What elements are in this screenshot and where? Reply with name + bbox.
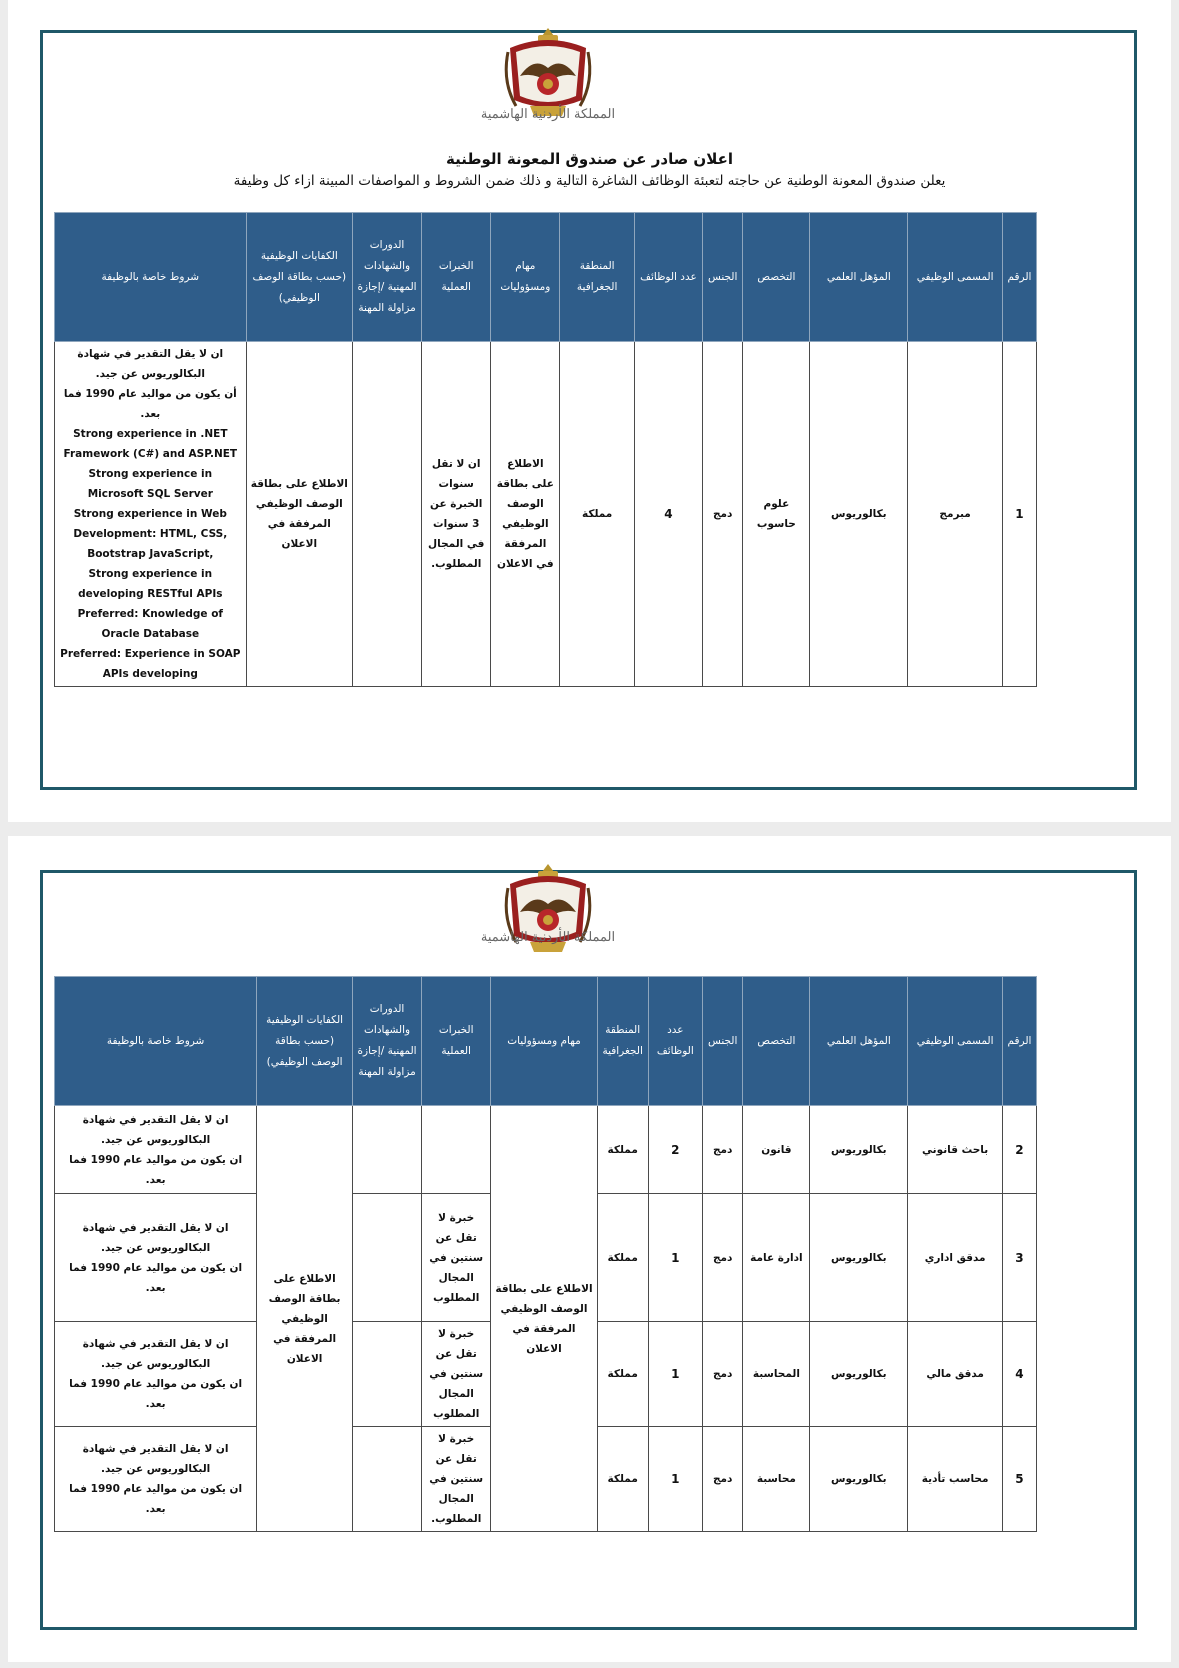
cell-experience: خبرة لا تقل عن سنتين في المجال المطلوب. (422, 1427, 491, 1532)
table-row (55, 1106, 1037, 1194)
cell-title: مبرمج (908, 342, 1003, 687)
cell-major: علوم حاسوب (743, 342, 810, 687)
cell-count: 2 (648, 1106, 702, 1194)
condition-line: ان يكون من مواليد عام 1990 فما بعد. (69, 1378, 243, 1410)
coat-of-arms-icon (500, 858, 596, 968)
header-region: المنطقة الجغرافية (597, 977, 648, 1106)
table-header-row (55, 977, 1037, 1106)
kingdom-name: المملكة الأردنية الهاشمية (480, 930, 616, 945)
cell-qualification: بكالوريوس (810, 1322, 908, 1427)
condition-line: Strong experience in developing RESTful APIs (78, 568, 223, 600)
condition-line: ان يكون من مواليد عام 1990 فما بعد. (69, 1153, 243, 1186)
header-tasks: مهام ومسؤوليات (491, 977, 597, 1106)
cell-count: 1 (648, 1427, 702, 1532)
cell-count: 1 (648, 1194, 702, 1322)
cell-qualification: بكالوريوس (810, 1106, 908, 1194)
cell-major: المحاسبة (743, 1322, 810, 1427)
header-qualification: المؤهل العلمي (810, 213, 908, 342)
cell-experience: خبرة لا تقل عن سنتين في المجال المطلوب (422, 1322, 491, 1427)
cell-conditions (55, 1322, 257, 1427)
cell-major: ادارة عامة (743, 1194, 810, 1322)
header-count: عدد الوظائف (634, 213, 702, 342)
cell-region: مملكة (597, 1194, 648, 1322)
header-conditions: شروط خاصة بالوظيفة (55, 977, 257, 1106)
header-experience: الخبرات العملية (422, 977, 491, 1106)
condition-line: ان لا يقل التقدير في شهادة البكالوريوس عن جيد. (82, 1338, 229, 1370)
page-2 (8, 836, 1171, 1662)
cell-region: مملكة (597, 1322, 648, 1427)
header-tasks: مهام ومسؤوليات (491, 213, 560, 342)
condition-line: Preferred: Knowledge of Oracle Database (77, 608, 223, 640)
condition-line: ان لا يقل التقدير في شهادة البكالوريوس عن جيد. (82, 1221, 229, 1254)
condition-line: ان لا يقل التقدير في شهادة البكالوريوس عن جيد. (82, 1113, 229, 1146)
cell-title: محاسب تأدية (908, 1427, 1003, 1532)
cell-count: 1 (648, 1322, 702, 1427)
cell-courses (352, 1427, 421, 1532)
cell-conditions (55, 342, 247, 687)
cell-competencies: الاطلاع على بطاقة الوصف الوظيفي المرفقة في الاعلان (257, 1106, 353, 1532)
condition-line: أن يكون من مواليد عام 1990 فما بعد. (63, 388, 237, 420)
header-title: المسمى الوظيفي (908, 213, 1003, 342)
header-gender: الجنس (702, 213, 742, 342)
cell-experience (422, 1106, 491, 1194)
cell-courses (352, 1322, 421, 1427)
announcement-subtitle: يعلن صندوق المعونة الوطنية عن حاجته لتعبئة الوظائف الشاغرة التالية و ذلك ضمن الشروط و المواصفات المبينة ازاء كل وظيفة (233, 173, 946, 189)
page-1 (8, 0, 1171, 822)
header-competencies: الكفايات الوظيفية (حسب بطاقة الوصف الوظيفي) (257, 977, 353, 1106)
cell-no: 4 (1002, 1322, 1036, 1427)
cell-no: 1 (1002, 342, 1036, 687)
condition-line: Strong experience in Web Development: HTML, CSS, Bootstrap JavaScript, (73, 508, 228, 560)
cell-conditions (55, 1106, 257, 1194)
table-header-row (55, 213, 1037, 342)
header-no: الرقم (1002, 213, 1036, 342)
cell-gender: دمج (702, 1427, 742, 1532)
header-competencies: الكفايات الوظيفية (حسب بطاقة الوصف الوظيفي) (246, 213, 352, 342)
cell-title: باحث قانوني (908, 1106, 1003, 1194)
header-count: عدد الوظائف (648, 977, 702, 1106)
cell-no: 5 (1002, 1427, 1036, 1532)
cell-region: مملكة (597, 1106, 648, 1194)
cell-title: مدقق مالي (908, 1322, 1003, 1427)
cell-courses (353, 342, 422, 687)
cell-gender: دمج (702, 1322, 742, 1427)
jobs-table-2 (54, 976, 1037, 1532)
header-courses: الدورات والشهادات المهنية /إجازة مزاولة المهنة (352, 977, 421, 1106)
jobs-table-1 (54, 212, 1037, 687)
announcement-title: اعلان صادر عن صندوق المعونة الوطنية (446, 150, 733, 168)
cell-conditions (55, 1194, 257, 1322)
cell-qualification: بكالوريوس (810, 1427, 908, 1532)
condition-line: Preferred: Experience in SOAP APIs developing (60, 648, 241, 680)
condition-line: ان لا يقل التقدير في شهادة البكالوريوس عن جيد. (82, 1443, 229, 1475)
cell-qualification: بكالوريوس (810, 1194, 908, 1322)
header-experience: الخبرات العملية (422, 213, 491, 342)
cell-major: قانون (743, 1106, 810, 1194)
cell-region: مملكة (597, 1427, 648, 1532)
cell-conditions (55, 1427, 257, 1532)
header-title: المسمى الوظيفي (908, 977, 1003, 1106)
cell-tasks: الاطلاع على بطاقة الوصف الوظيفي المرفقة في الاعلان (491, 342, 560, 687)
cell-tasks: الاطلاع على بطاقة الوصف الوظيفي المرفقة في الاعلان (491, 1106, 597, 1532)
cell-count: 4 (634, 342, 702, 687)
cell-gender: دمج (702, 1106, 742, 1194)
cell-region: مملكة (560, 342, 634, 687)
cell-qualification: بكالوريوس (810, 342, 908, 687)
header-no: الرقم (1002, 977, 1036, 1106)
header-major: التخصص (743, 213, 810, 342)
cell-no: 2 (1002, 1106, 1036, 1194)
cell-experience: خبرة لا تقل عن سنتين في المجال المطلوب (422, 1194, 491, 1322)
table-row (55, 342, 1037, 687)
header-major: التخصص (743, 977, 810, 1106)
cell-gender: دمج (702, 1194, 742, 1322)
header-courses: الدورات والشهادات المهنية /إجازة مزاولة المهنة (353, 213, 422, 342)
cell-no: 3 (1002, 1194, 1036, 1322)
cell-experience: ان لا تقل سنوات الخبرة عن 3 سنوات في المجال المطلوب. (422, 342, 491, 687)
condition-line: Strong experience in Microsoft SQL Server (87, 468, 213, 500)
cell-title: مدقق اداري (908, 1194, 1003, 1322)
condition-line: ان لا يقل التقدير في شهادة البكالوريوس عن جيد. (77, 348, 224, 380)
condition-line: ان يكون من مواليد عام 1990 فما بعد. (69, 1261, 243, 1294)
condition-line: Strong experience in .NET Framework (C#) and ASP.NET (63, 428, 238, 460)
header-region: المنطقة الجغرافية (560, 213, 634, 342)
header-qualification: المؤهل العلمي (810, 977, 908, 1106)
kingdom-name: المملكة الأردنية الهاشمية (480, 107, 616, 122)
header-gender: الجنس (702, 977, 742, 1106)
cell-gender: دمج (702, 342, 742, 687)
condition-line: ان يكون من مواليد عام 1990 فما بعد. (69, 1483, 243, 1515)
cell-major: محاسبة (743, 1427, 810, 1532)
cell-competencies: الاطلاع على بطاقة الوصف الوظيفي المرفقة في الاعلان (246, 342, 352, 687)
cell-courses (352, 1194, 421, 1322)
header-conditions: شروط خاصة بالوظيفة (55, 213, 247, 342)
cell-courses (352, 1106, 421, 1194)
